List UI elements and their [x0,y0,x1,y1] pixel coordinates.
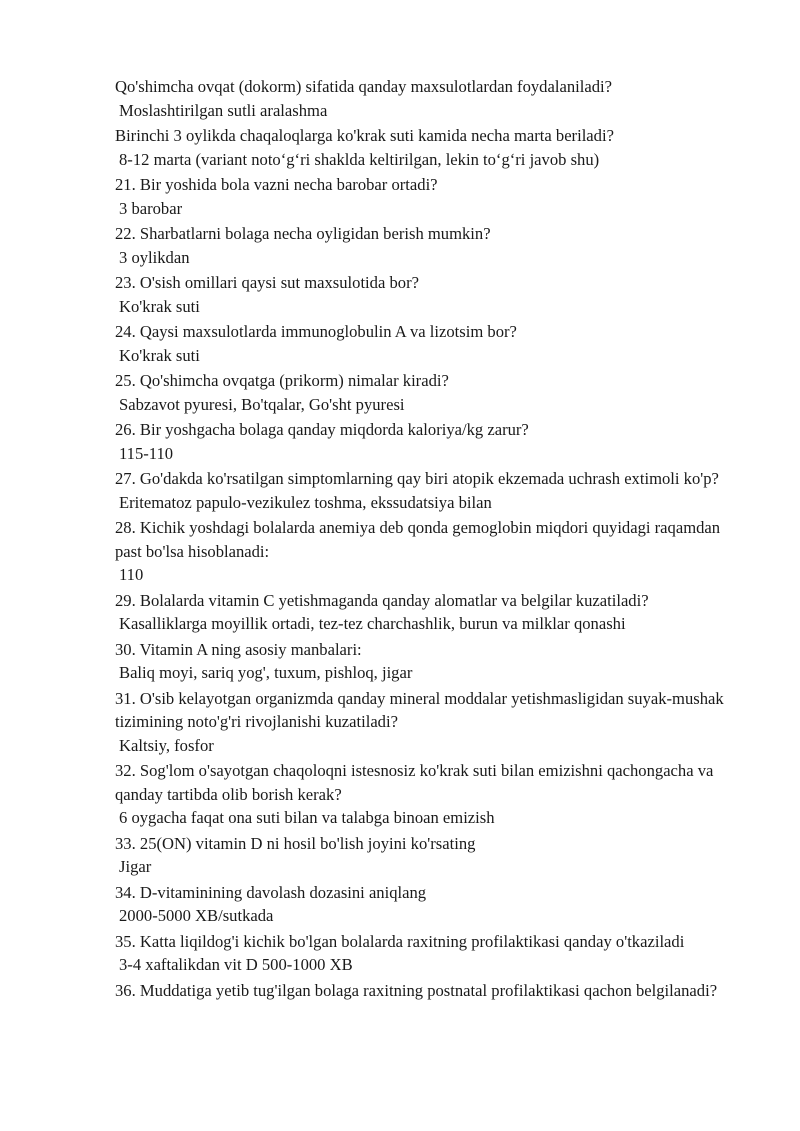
question-text: 35. Katta liqildog'i kichik bo'lgan bolalarda raxitning profilaktikasi qanday o'tkaziladi [115,931,685,951]
answer-line [115,953,740,979]
answer-line [115,563,740,589]
answer-text: Ko'krak suti [119,345,200,365]
answer-line [115,612,740,638]
answer-text: 2000-5000 XB/sutkada [119,906,274,925]
answer-text: 6 oygacha faqat ona suti bilan va talabga binoan emizish [119,808,495,827]
answer-line [115,855,740,881]
answer-line [115,904,740,930]
answer-text: Eritematoz papulo-vezikulez toshma, ekssudatsiya bilan [119,492,492,512]
question-text: 23. O'sish omillari qaysi sut maxsulotida bor? [115,273,419,292]
question-text: 27. Go'dakda ko'rsatilgan simptomlarning qay biri atopik ekzemada uchrash extimoli ko'p? [115,469,719,488]
question-text: 32. Sog'lom o'sayotgan chaqoloqni istesnosiz ko'krak suti bilan emizishni qachongacha va qanday tartibda olib borish kerak? [115,761,714,804]
answer-line [115,661,740,687]
answer-text: 3 barobar [119,198,183,218]
answer-line [115,295,740,321]
answer-text: 3 oylikdan [119,247,190,267]
question-text: Qo'shimcha ovqat (dokorm) sifatida qanday maxsulotlardan foydalaniladi? [115,77,612,96]
question-text: 29. Bolalarda vitamin C yetishmaganda qanday alomatlar va belgilar kuzatiladi? [115,590,649,610]
answer-line [115,734,740,760]
answer-line [115,393,740,419]
answer-text: 115-110 [119,443,174,463]
answer-text: 8-12 marta (variant noto‘g‘ri shaklda keltirilgan, lekin to‘g‘ri javob shu) [119,149,600,169]
answer-line [115,442,740,468]
question-text: 30. Vitamin A ning asosiy manbalari: [115,639,362,659]
answer-text: Baliq moyi, sariq yog', tuxum, pishloq, jigar [119,663,413,682]
answer-line [115,344,740,370]
answer-line [115,197,740,223]
answer-text: Kaltsiy, fosfor [119,735,214,755]
answer-text: 3-4 xaftalikdan vit D 500-1000 XB [119,955,353,974]
answer-line [115,806,740,832]
question-list [115,75,740,1002]
question-text: 31. O'sib kelayotgan organizmda qanday mineral moddalar yetishmasligidan suyak-mushak tizimining noto'g'ri rivojlanishi kuzatiladi? [115,688,724,731]
answer-line [115,99,740,125]
question-text: 24. Qaysi maxsulotlarda immunoglobulin A va lizotsim bor? [115,322,517,341]
answer-text: Sabzavot pyuresi, Bo'tqalar, Go'sht pyuresi [119,394,405,414]
answer-text: Ko'krak suti [119,296,200,316]
question-text: 28. Kichik yoshdagi bolalarda anemiya deb qonda gemoglobin miqdori quyidagi raqamdan past bo'lsa hisoblanadi: [115,518,721,561]
answer-text: 110 [119,565,144,584]
answer-line [115,148,740,174]
answer-text: Kasalliklarga moyillik ortadi, tez-tez charchashlik, burun va milklar qonashi [119,614,626,633]
question-text: 33. 25(ON) vitamin D ni hosil bo'lish joyini ko'rsating [115,833,476,853]
question-text: 34. D-vitaminining davolash dozasini aniqlang [115,882,427,902]
answer-text: Jigar [119,857,152,876]
question-text: 22. Sharbatlarni bolaga necha oyligidan berish mumkin? [115,224,491,243]
answer-text: Moslashtirilgan sutli aralashma [119,100,328,120]
answer-line [115,246,740,272]
answer-line [115,491,740,517]
question-text: 25. Qo'shimcha ovqatga (prikorm) nimalar kiradi? [115,371,449,390]
question-text: 21. Bir yoshida bola vazni necha barobar ortadi? [115,175,438,194]
question-text: Birinchi 3 oylikda chaqaloqlarga ko'krak suti kamida necha marta beriladi? [115,126,614,145]
question-text: 26. Bir yoshgacha bolaga qanday miqdorda kaloriya/kg zarur? [115,420,529,439]
question-text: 36. Muddatiga yetib tug'ilgan bolaga raxitning postnatal profilaktikasi qachon belgilanadi? [115,980,718,1000]
